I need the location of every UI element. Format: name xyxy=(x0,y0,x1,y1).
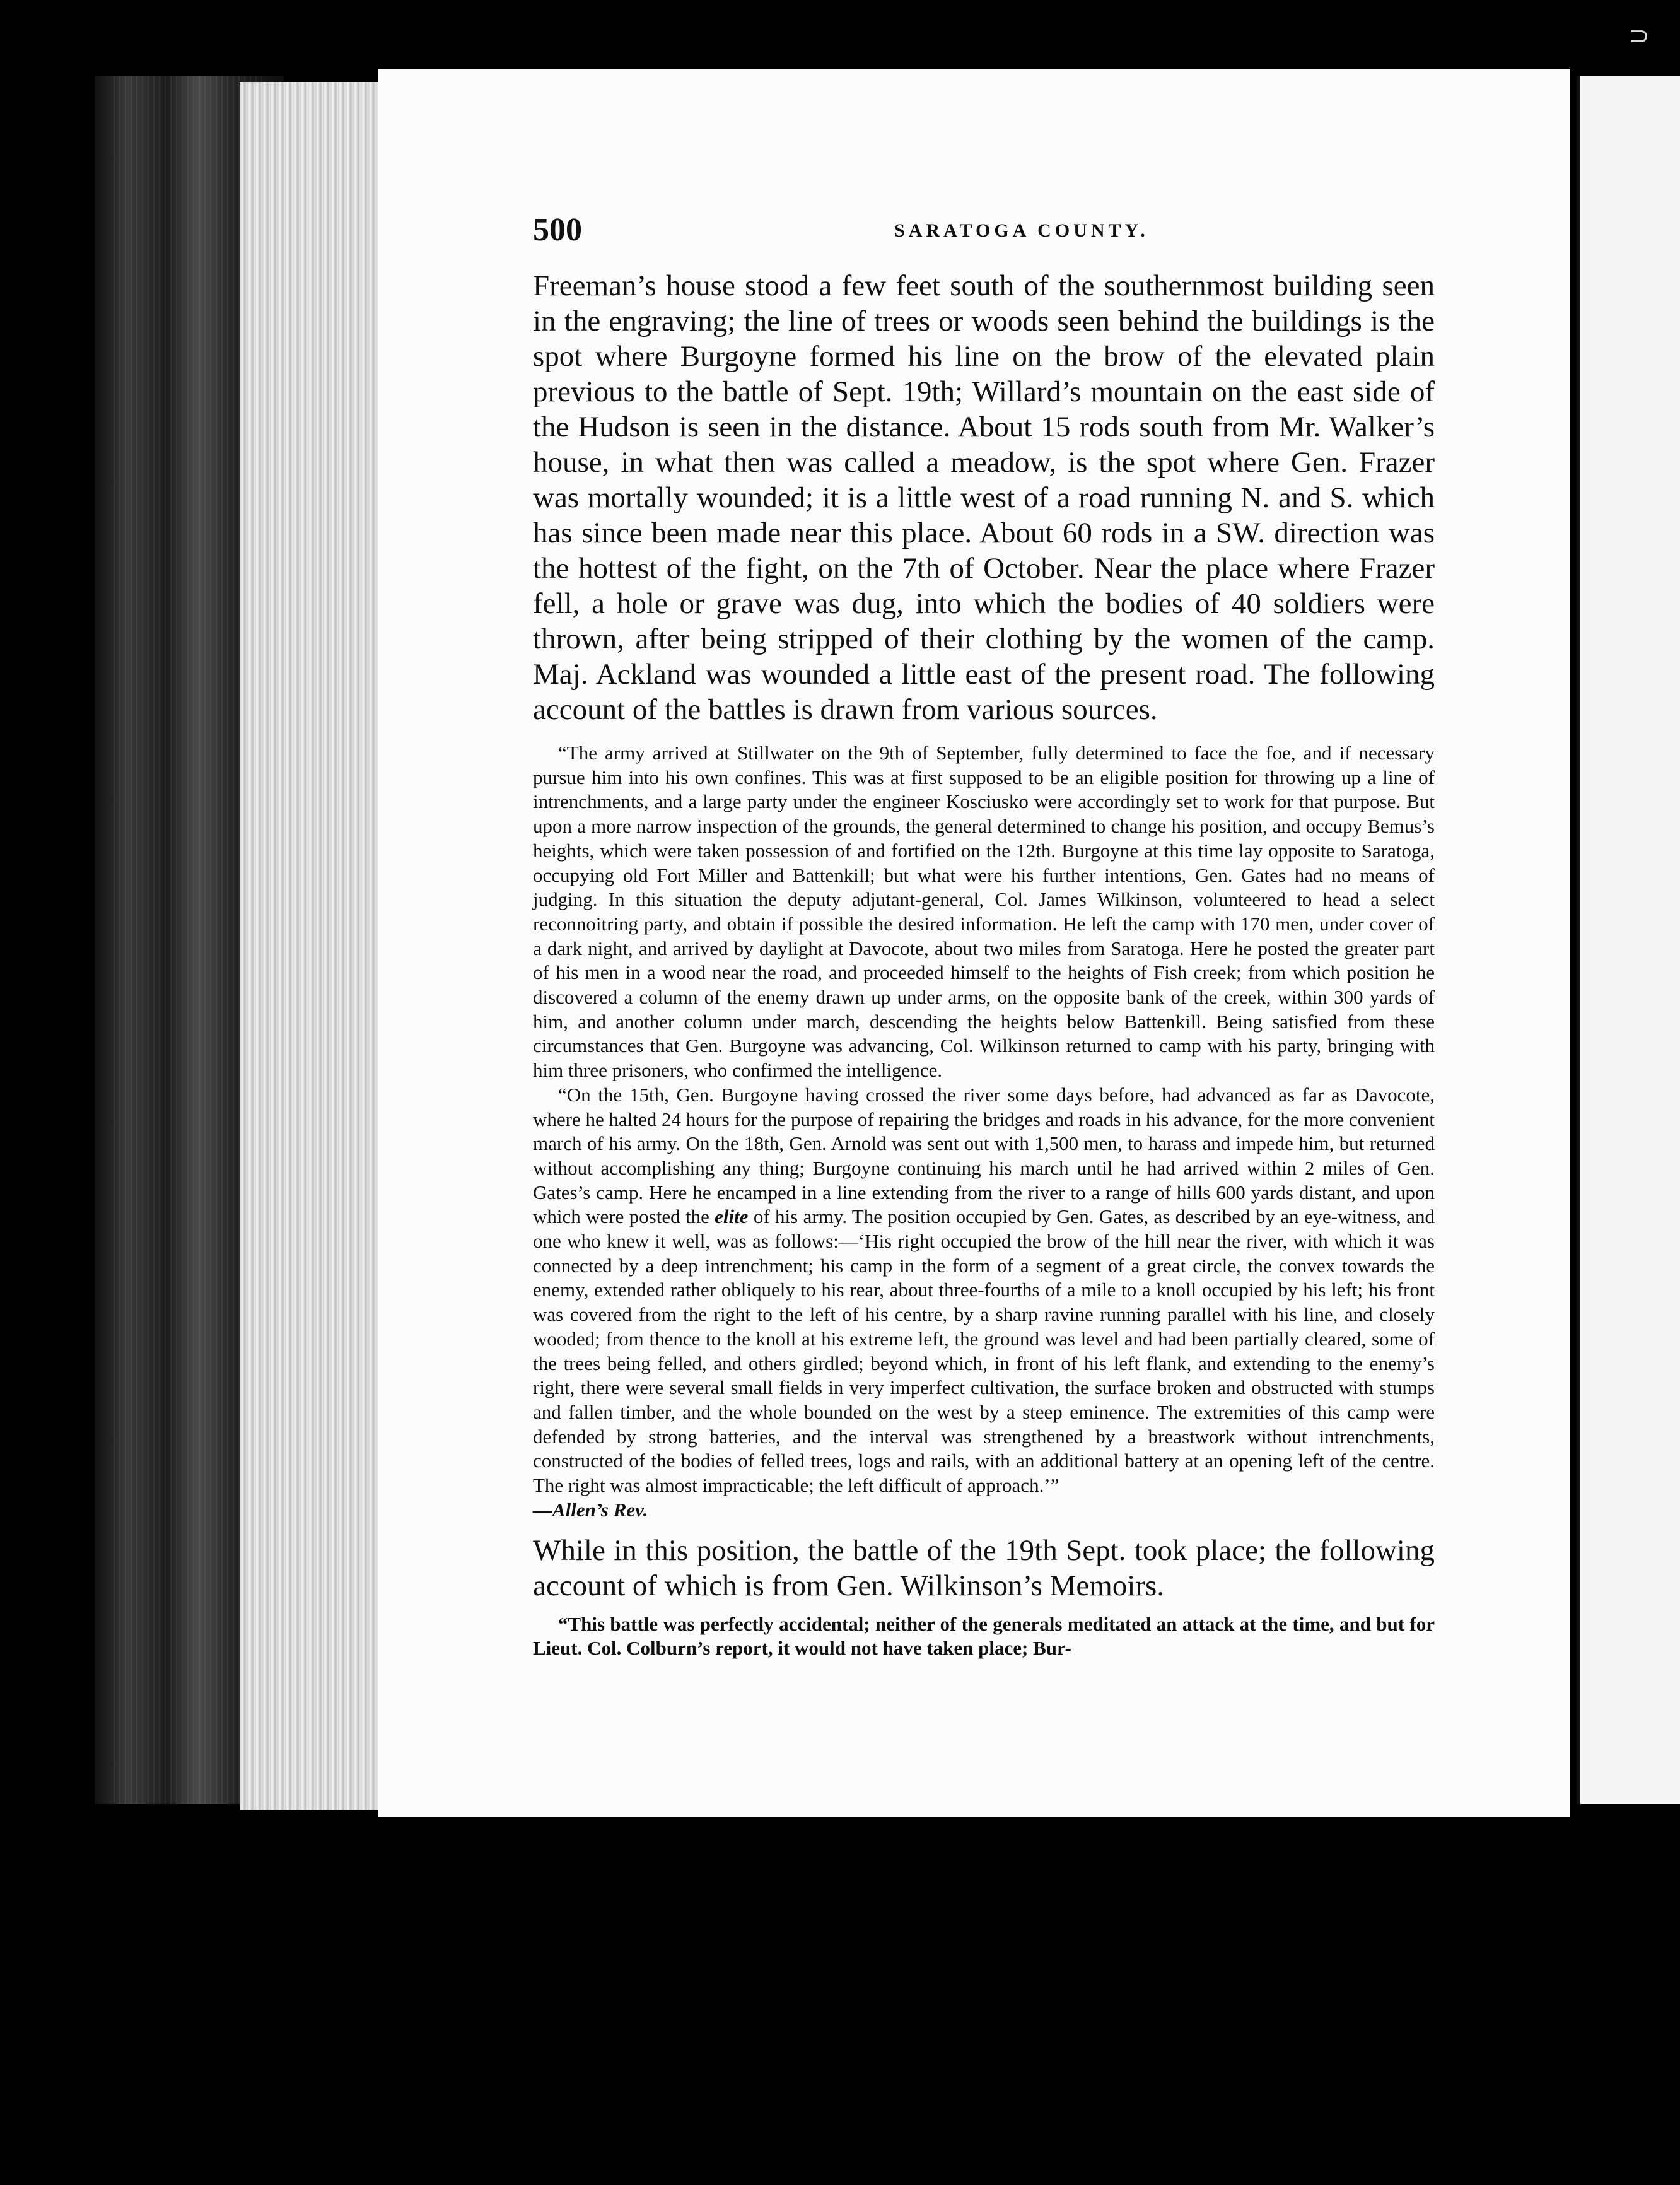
quote-attribution: —Allen’s Rev. xyxy=(533,1498,648,1521)
quote-wilkinson-memoirs: “This battle was perfectly accidental; neither of the generals meditated an attack at the time, and but for Lieut. Col. Colburn’s report, it would not have taken place; Bur- xyxy=(533,1612,1435,1660)
page-edges xyxy=(240,82,385,1810)
quote-gates-text-1: “On the 15th, Gen. Burgoyne having crossed the river some days before, had advanced as far as Davocote, where he halted 24 hours for the purpose of repairing the bridges and roads in his advance, for the more convenient march of his army. On the 18th, Gen. Arnold was sent out with 1,500 men, to harass and impede him, but returned without accomplishing any thing; Burgoyne continuing his march until he had arrived within 2 miles of Gen. Gates’s camp. Here he encamped in a line extending from the river to a range of hills 600 yards distant, and upon which were posted the xyxy=(533,1083,1435,1228)
quote-stillwater: “The army arrived at Stillwater on the 9th of September, fully determined to face the foe, and if necessary pursue him into his own confines. This was at first supposed to be an eligible position for throwing up a line of intrenchments, and a large party under the engineer Kosciusko were accordingly set to work for that purpose. But upon a more narrow inspection of the grounds, the general determined to change his position, and occupy Bemus’s heights, which were taken possession of and fortified on the 12th. Burgoyne at this time lay opposite to Saratoga, occupying old Fort Miller and Battenkill; but what were his further intentions, Gen. Gates had no means of judging. In this situation the deputy adjutant-general, Col. James Wilkinson, volunteered to head a select reconnoitring party, and obtain if possible the desired information. He left the camp with 170 men, under cover of a dark night, and arrived by daylight at Davocote, about two miles from Saratoga. Here he posted the greater part of his men in a wood near the road, and proceeded himself to the heights of Fish creek; from which position he discovered a column of the enemy drawn up under arms, on the opposite bank of the creek, within 300 yards of him, and another column under march, descending the heights below Battenkill. Being satisfied from these circumstances that Gen. Burgoyne was advancing, Col. Wilkinson returned to camp with his party, bringing with him three prisoners, who confirmed the intelligence. xyxy=(533,742,1435,1082)
corner-mark: ⊃ xyxy=(1628,21,1650,50)
page-number: 500 xyxy=(533,212,582,248)
page-content xyxy=(533,211,1435,1661)
quote-gates-position xyxy=(533,1083,1435,1498)
page-header xyxy=(533,211,1435,268)
running-head: SARATOGA COUNTY. xyxy=(894,220,1149,241)
book-page xyxy=(378,69,1570,1817)
quote-gates-text-2: of his army. The position occupied by Gen. Gates, as described by an eye-witness, and one who knew it well, was as follows:—‘His right occupied the brow of the hill near the river, with which it was connected by a deep intrenchment; his camp in the form of a segment of a great circle, the convex towards the enemy, extended rather obliquely to his rear, about three-fourths of a mile to a knoll occupied by his left; his front was covered from the right to the left of his centre, by a sharp ravine running parallel with his line, and closely wooded; from thence to the knoll at his extreme left, the ground was level and had been partially cleared, some of the trees being felled, and others girdled; beyond which, in front of his left flank, and extending to the enemy’s right, there were several small fields in very imperfect cultivation, the surface broken and obstructed with stumps and fallen timber, and the whole bounded on the west by a steep eminence. The extremities of this camp were defended by strong batteries, and the interval was strengthened by a breastwork without intrenchments, constructed of the bodies of felled trees, logs and rails, with an additional battery at an opening left of the centre. The right was almost impracticable; the left difficult of approach.’” xyxy=(533,1205,1435,1497)
paragraph-freemans-house: Freeman’s house stood a few feet south of the southernmost building seen in the engraving; the line of trees or woods seen behind the buildings is the spot where Burgoyne formed his line on the brow of the elevated plain previous to the battle of Sept. 19th; Willard’s mountain on the east side of the Hudson is seen in the distance. About 15 rods south from Mr. Walker’s house, in what then was called a meadow, is the spot where Gen. Frazer was mortally wounded; it is a little west of a road running N. and S. which has since been made near this place. About 60 rods in a SW. direction was the hottest of the fight, on the 7th of October. Near the place where Frazer fell, a hole or grave was dug, into which the bodies of 40 soldiers were thrown, after being stripped of their clothing by the women of the camp. Maj. Ackland was wounded a little east of the present road. The following account of the battles is drawn from various sources. xyxy=(533,269,1435,726)
quote-gates-elite: elite xyxy=(715,1205,749,1228)
paragraph-battle-19th: While in this position, the battle of the 19th Sept. took place; the following account of which is from Gen. Wilkinson’s Memoirs. xyxy=(533,1533,1435,1602)
facing-page-edge xyxy=(1577,76,1680,1804)
